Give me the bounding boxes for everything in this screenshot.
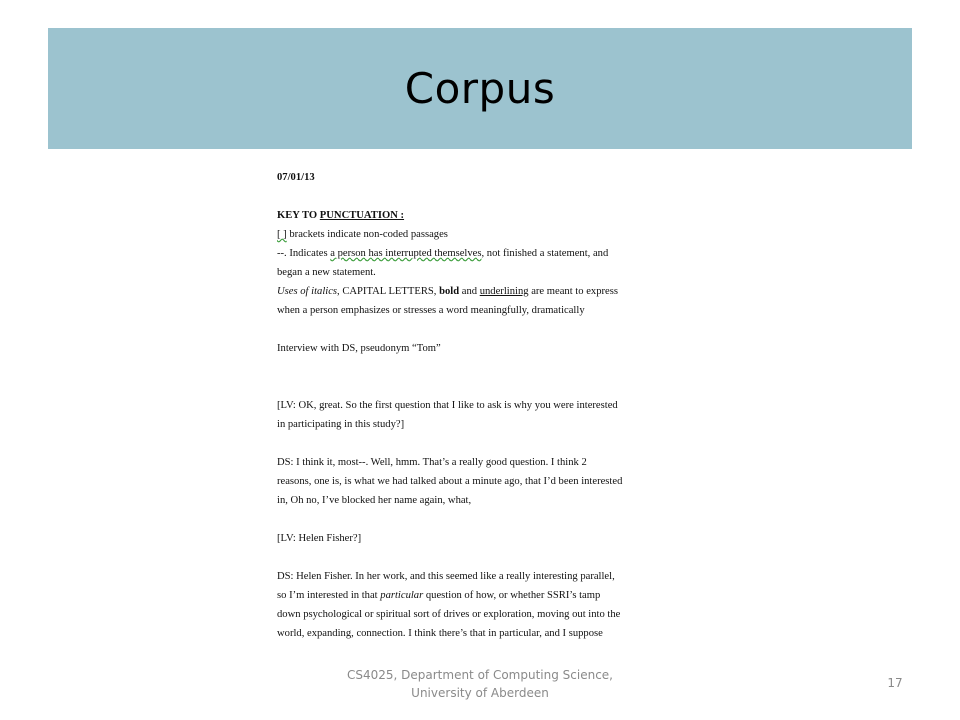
lv2-line1: [LV: Helen Fisher?]: [277, 533, 362, 544]
lv1-line2: in participating in this study?]: [277, 419, 405, 430]
slide-title: Corpus: [404, 64, 556, 113]
uses-bold: bold: [439, 286, 460, 297]
footer-line2: University of Aberdeen: [411, 686, 549, 700]
ds2-line4: world, expanding, connection. I think there’s that in particular, and I suppose: [277, 628, 603, 639]
ds1-line1: DS: I think it, most--. Well, hmm. That’s a really good question. I think 2: [277, 457, 587, 468]
page-number: 17: [887, 676, 903, 690]
dash-underlined: a person has interrupted themselves: [330, 248, 482, 259]
dash-suffix: , not finished a statement, and: [481, 248, 609, 259]
slide-footer: [320, 666, 640, 702]
ds2-line2-b: question of how, or whether SSRI’s tamp: [423, 590, 601, 601]
ds2-line3: down psychological or spiritual sort of drives or exploration, moving out into the: [277, 609, 621, 620]
dash-rule: [277, 244, 697, 263]
ds2-line2-a: so I’m interested in that: [277, 590, 381, 601]
bracket-rule: [277, 225, 697, 244]
punctuation-key-heading: [277, 206, 697, 225]
title-bar: [48, 28, 912, 149]
ds2-line2: [277, 586, 697, 605]
ds2-line1: DS: Helen Fisher. In her work, and this seemed like a really interesting parallel,: [277, 571, 615, 582]
key-underlined: PUNCTUATION :: [319, 210, 405, 221]
footer-line1: CS4025, Department of Computing Science,: [346, 668, 613, 682]
uses-italics: Uses of italics: [277, 286, 338, 297]
emphasis-rule-cont: when a person emphasizes or stresses a word meaningfully, dramatically: [277, 305, 585, 316]
bracket-symbol: [ ]: [277, 229, 287, 240]
interview-line: Interview with DS, pseudonym “Tom”: [277, 343, 441, 354]
ds2-line2-italic: particular: [380, 590, 424, 601]
ds1-line3: in, Oh no, I’ve blocked her name again, what,: [277, 495, 472, 506]
doc-date: 07/01/13: [277, 172, 315, 183]
uses-caps: , CAPITAL LETTERS,: [337, 286, 440, 297]
key-prefix: KEY TO: [277, 210, 320, 221]
dash-rule-cont: began a new statement.: [277, 267, 376, 278]
bracket-text: brackets indicate non-coded passages: [286, 229, 448, 240]
lv1-line1: [LV: OK, great. So the first question that I like to ask is why you were interested: [277, 400, 618, 411]
transcript-document: [277, 168, 697, 643]
dash-prefix: --. Indicates: [277, 248, 331, 259]
ds1-line2: reasons, one is, is what we had talked about a minute ago, that I’d been interested: [277, 476, 623, 487]
uses-and: and: [459, 286, 480, 297]
uses-rest: are meant to express: [528, 286, 618, 297]
uses-underlined: underlining: [479, 286, 529, 297]
emphasis-rule: [277, 282, 697, 301]
